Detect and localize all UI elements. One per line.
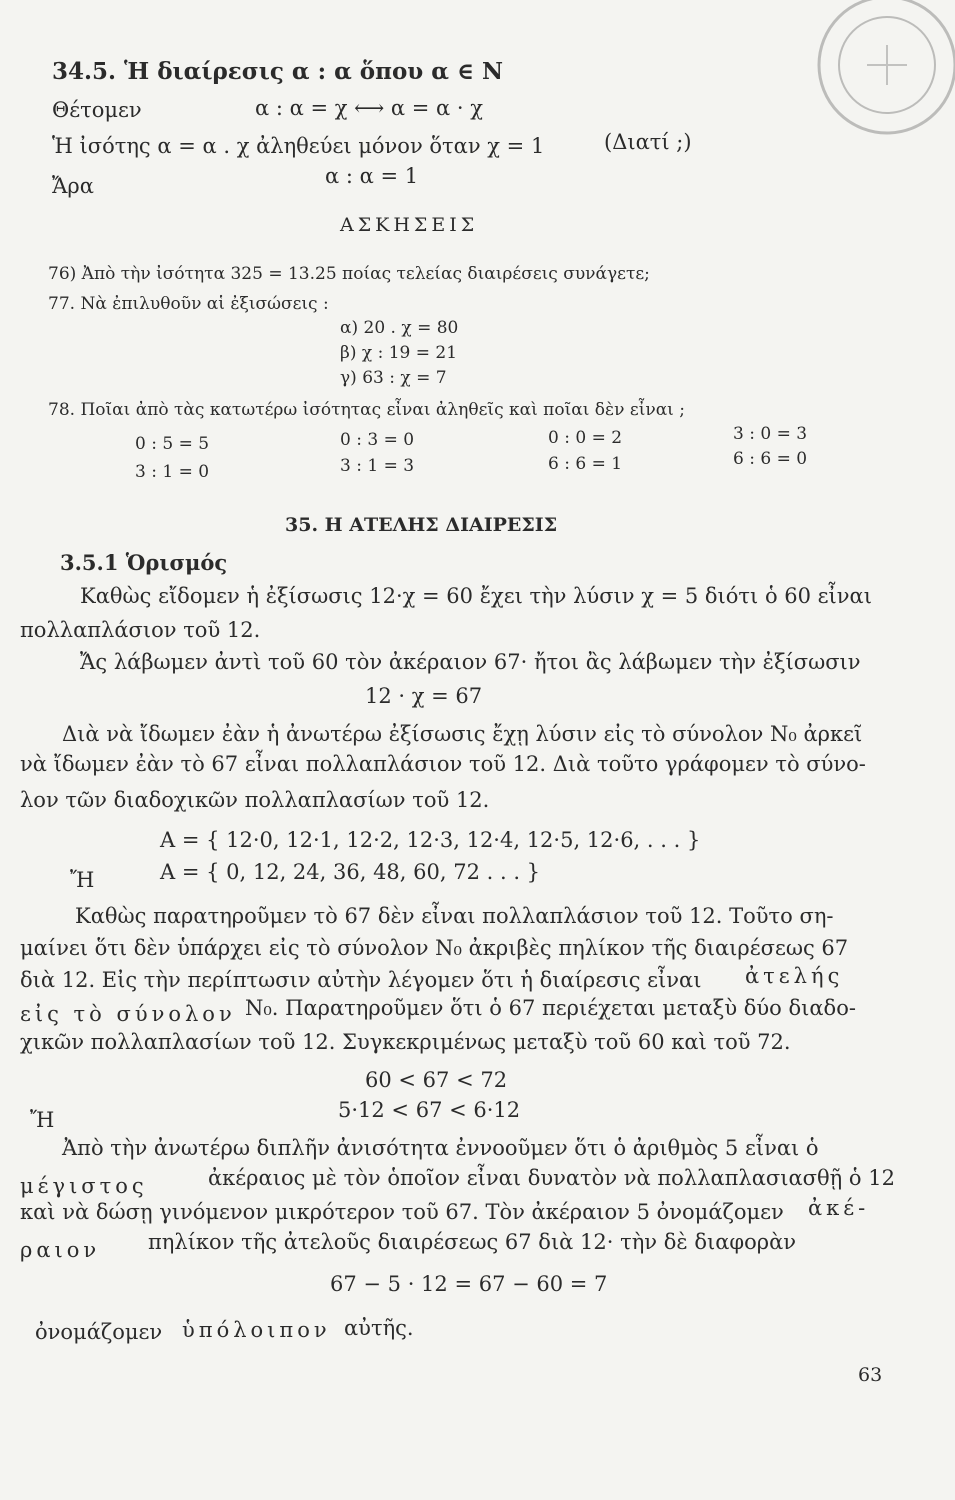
diati-note: (Διατί ;)	[604, 130, 692, 154]
ex78-cell: 3 : 1 = 0	[135, 462, 210, 482]
emphasis-ateles: ἀτελής	[745, 964, 844, 988]
page-number: 63	[858, 1364, 883, 1386]
paragraph-line: πολλαπλάσιον τοῦ 12.	[20, 618, 261, 642]
thetomen-label: Θέτομεν	[52, 98, 142, 122]
equation-12x-67: 12 · χ = 67	[365, 684, 483, 708]
ex78-cell: 3 : 1 = 3	[340, 456, 415, 476]
ara-label: Ἄρα	[52, 174, 94, 198]
exercise-77-b: β) χ : 19 = 21	[340, 343, 458, 363]
remainder-equation: 67 − 5 · 12 = 67 − 60 = 7	[330, 1272, 608, 1296]
set-a-values: A = { 0, 12, 24, 36, 48, 60, 72 . . . }	[160, 860, 541, 884]
thetomen-equation: α : α = χ ⟷ α = α · χ	[255, 96, 483, 120]
set-a-alt-label: Ἤ	[70, 868, 95, 892]
final-line-start: ὀνομάζομεν	[35, 1320, 163, 1344]
paragraph-line: χικῶν πολλαπλασίων τοῦ 12. Συγκεκριμένως μεταξὺ τοῦ 60 καὶ τοῦ 72.	[20, 1030, 791, 1054]
paragraph-line: νὰ ἴδωμεν ἐὰν τὸ 67 εἶναι πολλαπλάσιον τοῦ 12. Διὰ τοῦτο γράφομεν τὸ σύνο-	[20, 752, 866, 776]
library-seal-stamp	[812, 0, 955, 140]
paragraph-line: N₀. Παρατηροῦμεν ὅτι ὁ 67 περιέχεται μεταξὺ δύο διαδο-	[245, 996, 856, 1020]
askiseis-title: ΑΣΚΗΣΕΙΣ	[340, 214, 479, 236]
exercise-77-a: α) 20 . χ = 80	[340, 318, 459, 338]
paragraph-line: Ἀπὸ τὴν ἀνωτέρω διπλῆν ἀνισότητα ἐννοοῦμεν ὅτι ὁ ἀριθμὸς 5 εἶναι ὁ	[62, 1136, 819, 1160]
inequality-2: 5·12 < 67 < 6·12	[338, 1098, 521, 1122]
emphasis-eis-to-synolon: εἰς τὸ σύνολον	[20, 1002, 236, 1026]
paragraph-line: καὶ νὰ δώσῃ γινόμενον μικρότερον τοῦ 67. Τὸν ἀκέραιον 5 ὀνομάζομεν	[20, 1200, 784, 1224]
exercise-77-c: γ) 63 : χ = 7	[340, 368, 447, 388]
isotis-line: Ἡ ἰσότης α = α . χ ἀληθεύει μόνον ὅταν χ = 1	[52, 134, 545, 158]
paragraph-line: μαίνει ὅτι δὲν ὑπάρχει εἰς τὸ σύνολον N₀ ἀκριβὲς πηλίκον τῆς διαιρέσεως 67	[20, 936, 849, 960]
ex78-cell: 0 : 0 = 2	[548, 428, 623, 448]
ex78-cell: 3 : 0 = 3	[733, 424, 808, 444]
paragraph-line: Διὰ νὰ ἴδωμεν ἐὰν ἡ ἀνωτέρω ἐξίσωσις ἔχῃ λύσιν εἰς τὸ σύνολον N₀ ἀρκεῖ	[62, 722, 863, 746]
exercise-76: 76) Ἀπὸ τὴν ἰσότητα 325 = 13.25 ποίας τελείας διαιρέσεις συνάγετε;	[48, 264, 650, 284]
inequality-1: 60 < 67 < 72	[365, 1068, 508, 1092]
inequality-alt-label: Ἤ	[30, 1108, 55, 1132]
ex78-cell: 6 : 6 = 1	[548, 454, 623, 474]
emphasis-akeraion: ἀκέ-	[808, 1196, 870, 1220]
exercise-77: 77. Νὰ ἐπιλυθοῦν αἱ ἐξισώσεις :	[48, 294, 329, 314]
final-line-end: αὐτῆς.	[344, 1316, 414, 1340]
emphasis-akeraion-cont: ραιον	[20, 1238, 101, 1262]
paragraph-line: λον τῶν διαδοχικῶν πολλαπλασίων τοῦ 12.	[20, 788, 490, 812]
section-35-title: 35. Η ΑΤΕΛΗΣ ΔΙΑΙΡΕΣΙΣ	[285, 514, 558, 536]
exercise-78: 78. Ποῖαι ἀπὸ τὰς κατωτέρω ἰσότητας εἶναι ἀληθεῖς καὶ ποῖαι δὲν εἶναι ;	[48, 400, 685, 420]
paragraph-line: Ἄς λάβωμεν ἀντὶ τοῦ 60 τὸν ἀκέραιον 67· ἤτοι ἂς λάβωμεν τὴν ἐξίσωσιν	[80, 650, 861, 674]
paragraph-line: ἀκέραιος μὲ τὸν ὁποῖον εἶναι δυνατὸν νὰ πολλαπλασιασθῇ ὁ 12	[208, 1166, 895, 1190]
section-34-5-heading: 34.5. Ἡ διαίρεσις α : α ὅπου α ∈ N	[52, 58, 504, 85]
emphasis-ypoloipon: ὑπόλοιπον	[182, 1318, 331, 1342]
ex78-cell: 0 : 3 = 0	[340, 430, 415, 450]
set-a-definition: A = { 12·0, 12·1, 12·2, 12·3, 12·4, 12·5, 12·6, . . . }	[160, 828, 701, 852]
subsection-3-5-1: 3.5.1 Ὁρισμός	[60, 550, 228, 575]
paragraph-line: διὰ 12. Εἰς τὴν περίπτωσιν αὐτὴν λέγομεν ὅτι ἡ διαίρεσις εἶναι	[20, 968, 702, 992]
ara-equation: α : α = 1	[325, 164, 419, 188]
paragraph-line: Καθὼς εἴδομεν ἡ ἐξίσωσις 12·χ = 60 ἔχει τὴν λύσιν χ = 5 διότι ὁ 60 εἶναι	[80, 584, 872, 608]
emphasis-megistos: μέγιστος	[20, 1174, 148, 1198]
paragraph-line: πηλίκον τῆς ἀτελοῦς διαιρέσεως 67 διὰ 12· τὴν δὲ διαφορὰν	[148, 1230, 797, 1254]
ex78-cell: 0 : 5 = 5	[135, 434, 210, 454]
paragraph-line: Καθὼς παρατηροῦμεν τὸ 67 δὲν εἶναι πολλαπλάσιον τοῦ 12. Τοῦτο ση-	[75, 904, 834, 928]
ex78-cell: 6 : 6 = 0	[733, 449, 808, 469]
